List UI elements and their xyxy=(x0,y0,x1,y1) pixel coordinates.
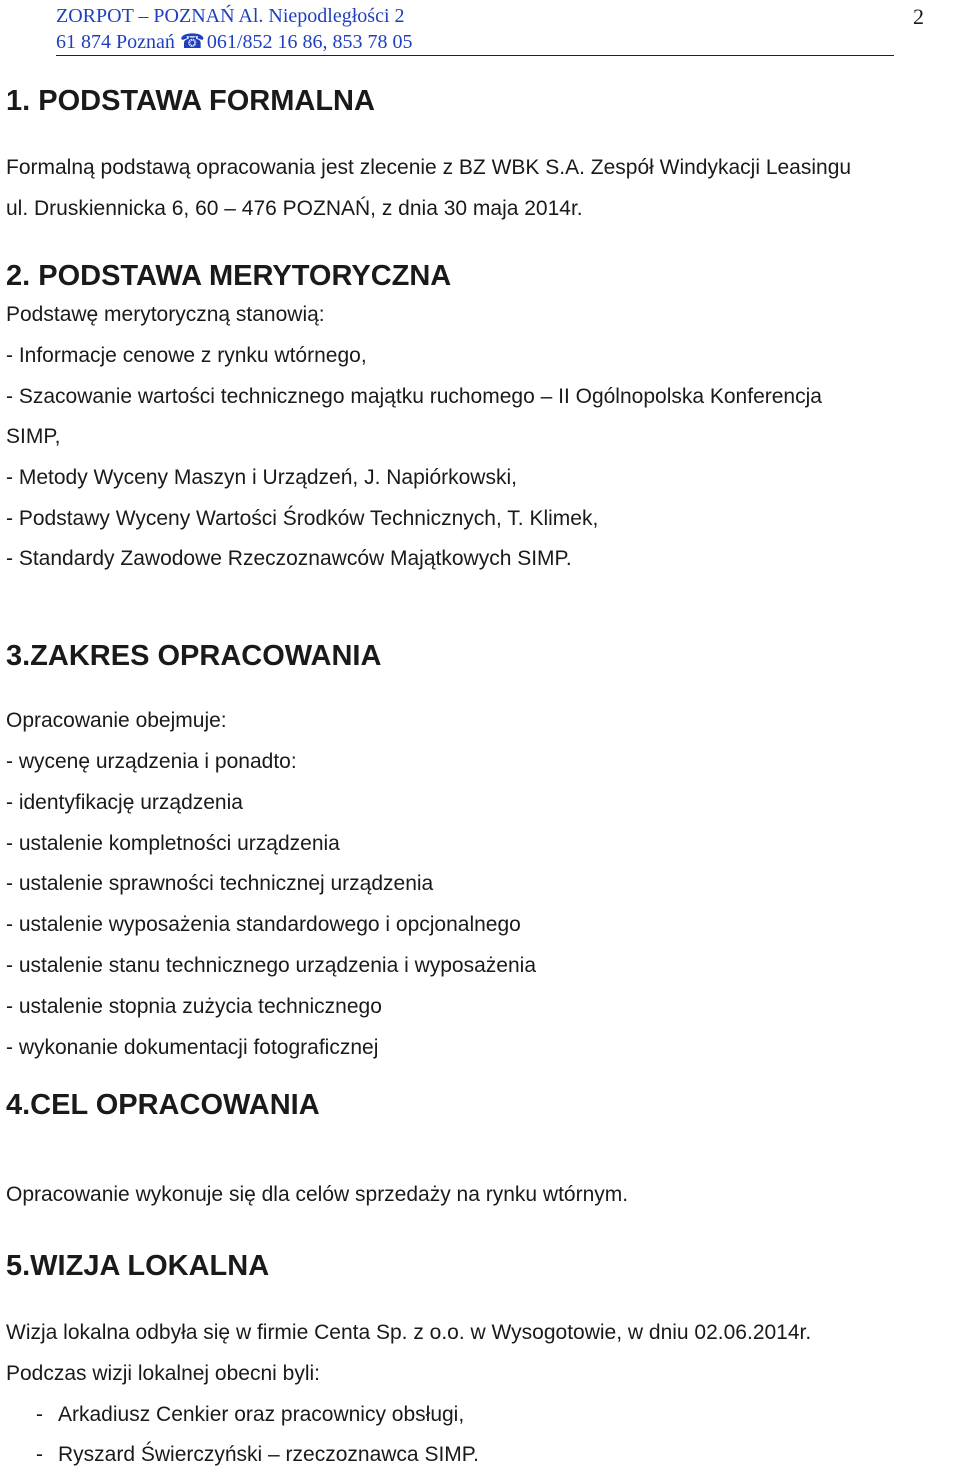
list-item: - Metody Wyceny Maszyn i Urządzeń, J. Napiórkowski, xyxy=(6,466,517,489)
list-item: - Standardy Zawodowe Rzeczoznawców Majątkowych SIMP. xyxy=(6,547,572,570)
header-divider xyxy=(56,55,894,56)
header-phone-numbers: 061/852 16 86, 853 78 05 xyxy=(206,31,413,53)
telephone-icon: ☎ xyxy=(179,31,205,53)
list-item: - Podstawy Wyceny Wartości Środków Technicznych, T. Klimek, xyxy=(6,507,599,530)
page-header xyxy=(0,0,960,62)
list-item: - Szacowanie wartości technicznego majątku ruchomego – II Ogólnopolska Konferencja xyxy=(6,385,822,408)
list-dash: - xyxy=(36,1403,43,1426)
attendee-item xyxy=(6,1441,479,1469)
section-3-intro: Opracowanie obejmuje: xyxy=(6,709,227,732)
header-company-address: ZORPOT – POZNAŃ Al. Niepodległości 2 xyxy=(56,5,405,27)
section-3-heading: 3.ZAKRES OPRACOWANIA xyxy=(6,640,382,672)
header-city: 61 874 Poznań xyxy=(56,31,175,53)
list-item: - ustalenie sprawności technicznej urządzenia xyxy=(6,872,434,895)
section-1-heading: 1. PODSTAWA FORMALNA xyxy=(6,85,375,117)
list-item: - Informacje cenowe z rynku wtórnego, xyxy=(6,344,367,367)
section-1-line-1: Formalną podstawą opracowania jest zlecenie z BZ WBK S.A. Zespół Windykacji Leasingu xyxy=(6,156,852,179)
list-item: - wykonanie dokumentacji fotograficznej xyxy=(6,1036,379,1059)
list-item: - ustalenie kompletności urządzenia xyxy=(6,832,340,855)
page-number: 2 xyxy=(913,4,924,29)
list-item: - ustalenie wyposażenia standardowego i opcjonalnego xyxy=(6,913,521,936)
section-2-intro: Podstawę merytoryczną stanowią: xyxy=(6,303,325,326)
header-contact xyxy=(56,30,412,54)
list-item: - wycenę urządzenia i ponadto: xyxy=(6,750,297,773)
attendee-item xyxy=(6,1401,464,1429)
section-4-text: Opracowanie wykonuje się dla celów sprzedaży na rynku wtórnym. xyxy=(6,1183,629,1206)
list-item: - identyfikację urządzenia xyxy=(6,791,243,814)
section-1-line-2: ul. Druskiennicka 6, 60 – 476 POZNAŃ, z dnia 30 maja 2014r. xyxy=(6,197,583,220)
section-5-line-2: Podczas wizji lokalnej obecni byli: xyxy=(6,1362,320,1385)
list-item: - ustalenie stanu technicznego urządzenia i wyposażenia xyxy=(6,954,536,977)
section-2-heading: 2. PODSTAWA MERYTORYCZNA xyxy=(6,260,452,292)
list-item-continuation: SIMP, xyxy=(6,425,61,448)
attendee-name: Ryszard Świerczyński – rzeczoznawca SIMP. xyxy=(58,1443,479,1466)
section-5-line-1: Wizja lokalna odbyła się w firmie Centa Sp. z o.o. w Wysogotowie, w dniu 02.06.2014r. xyxy=(6,1321,812,1344)
section-4-heading: 4.CEL OPRACOWANIA xyxy=(6,1089,320,1121)
attendee-name: Arkadiusz Cenkier oraz pracownicy obsługi, xyxy=(58,1403,465,1426)
section-5-heading: 5.WIZJA LOKALNA xyxy=(6,1250,270,1282)
list-dash: - xyxy=(36,1443,43,1466)
list-item: - ustalenie stopnia zużycia technicznego xyxy=(6,995,382,1018)
